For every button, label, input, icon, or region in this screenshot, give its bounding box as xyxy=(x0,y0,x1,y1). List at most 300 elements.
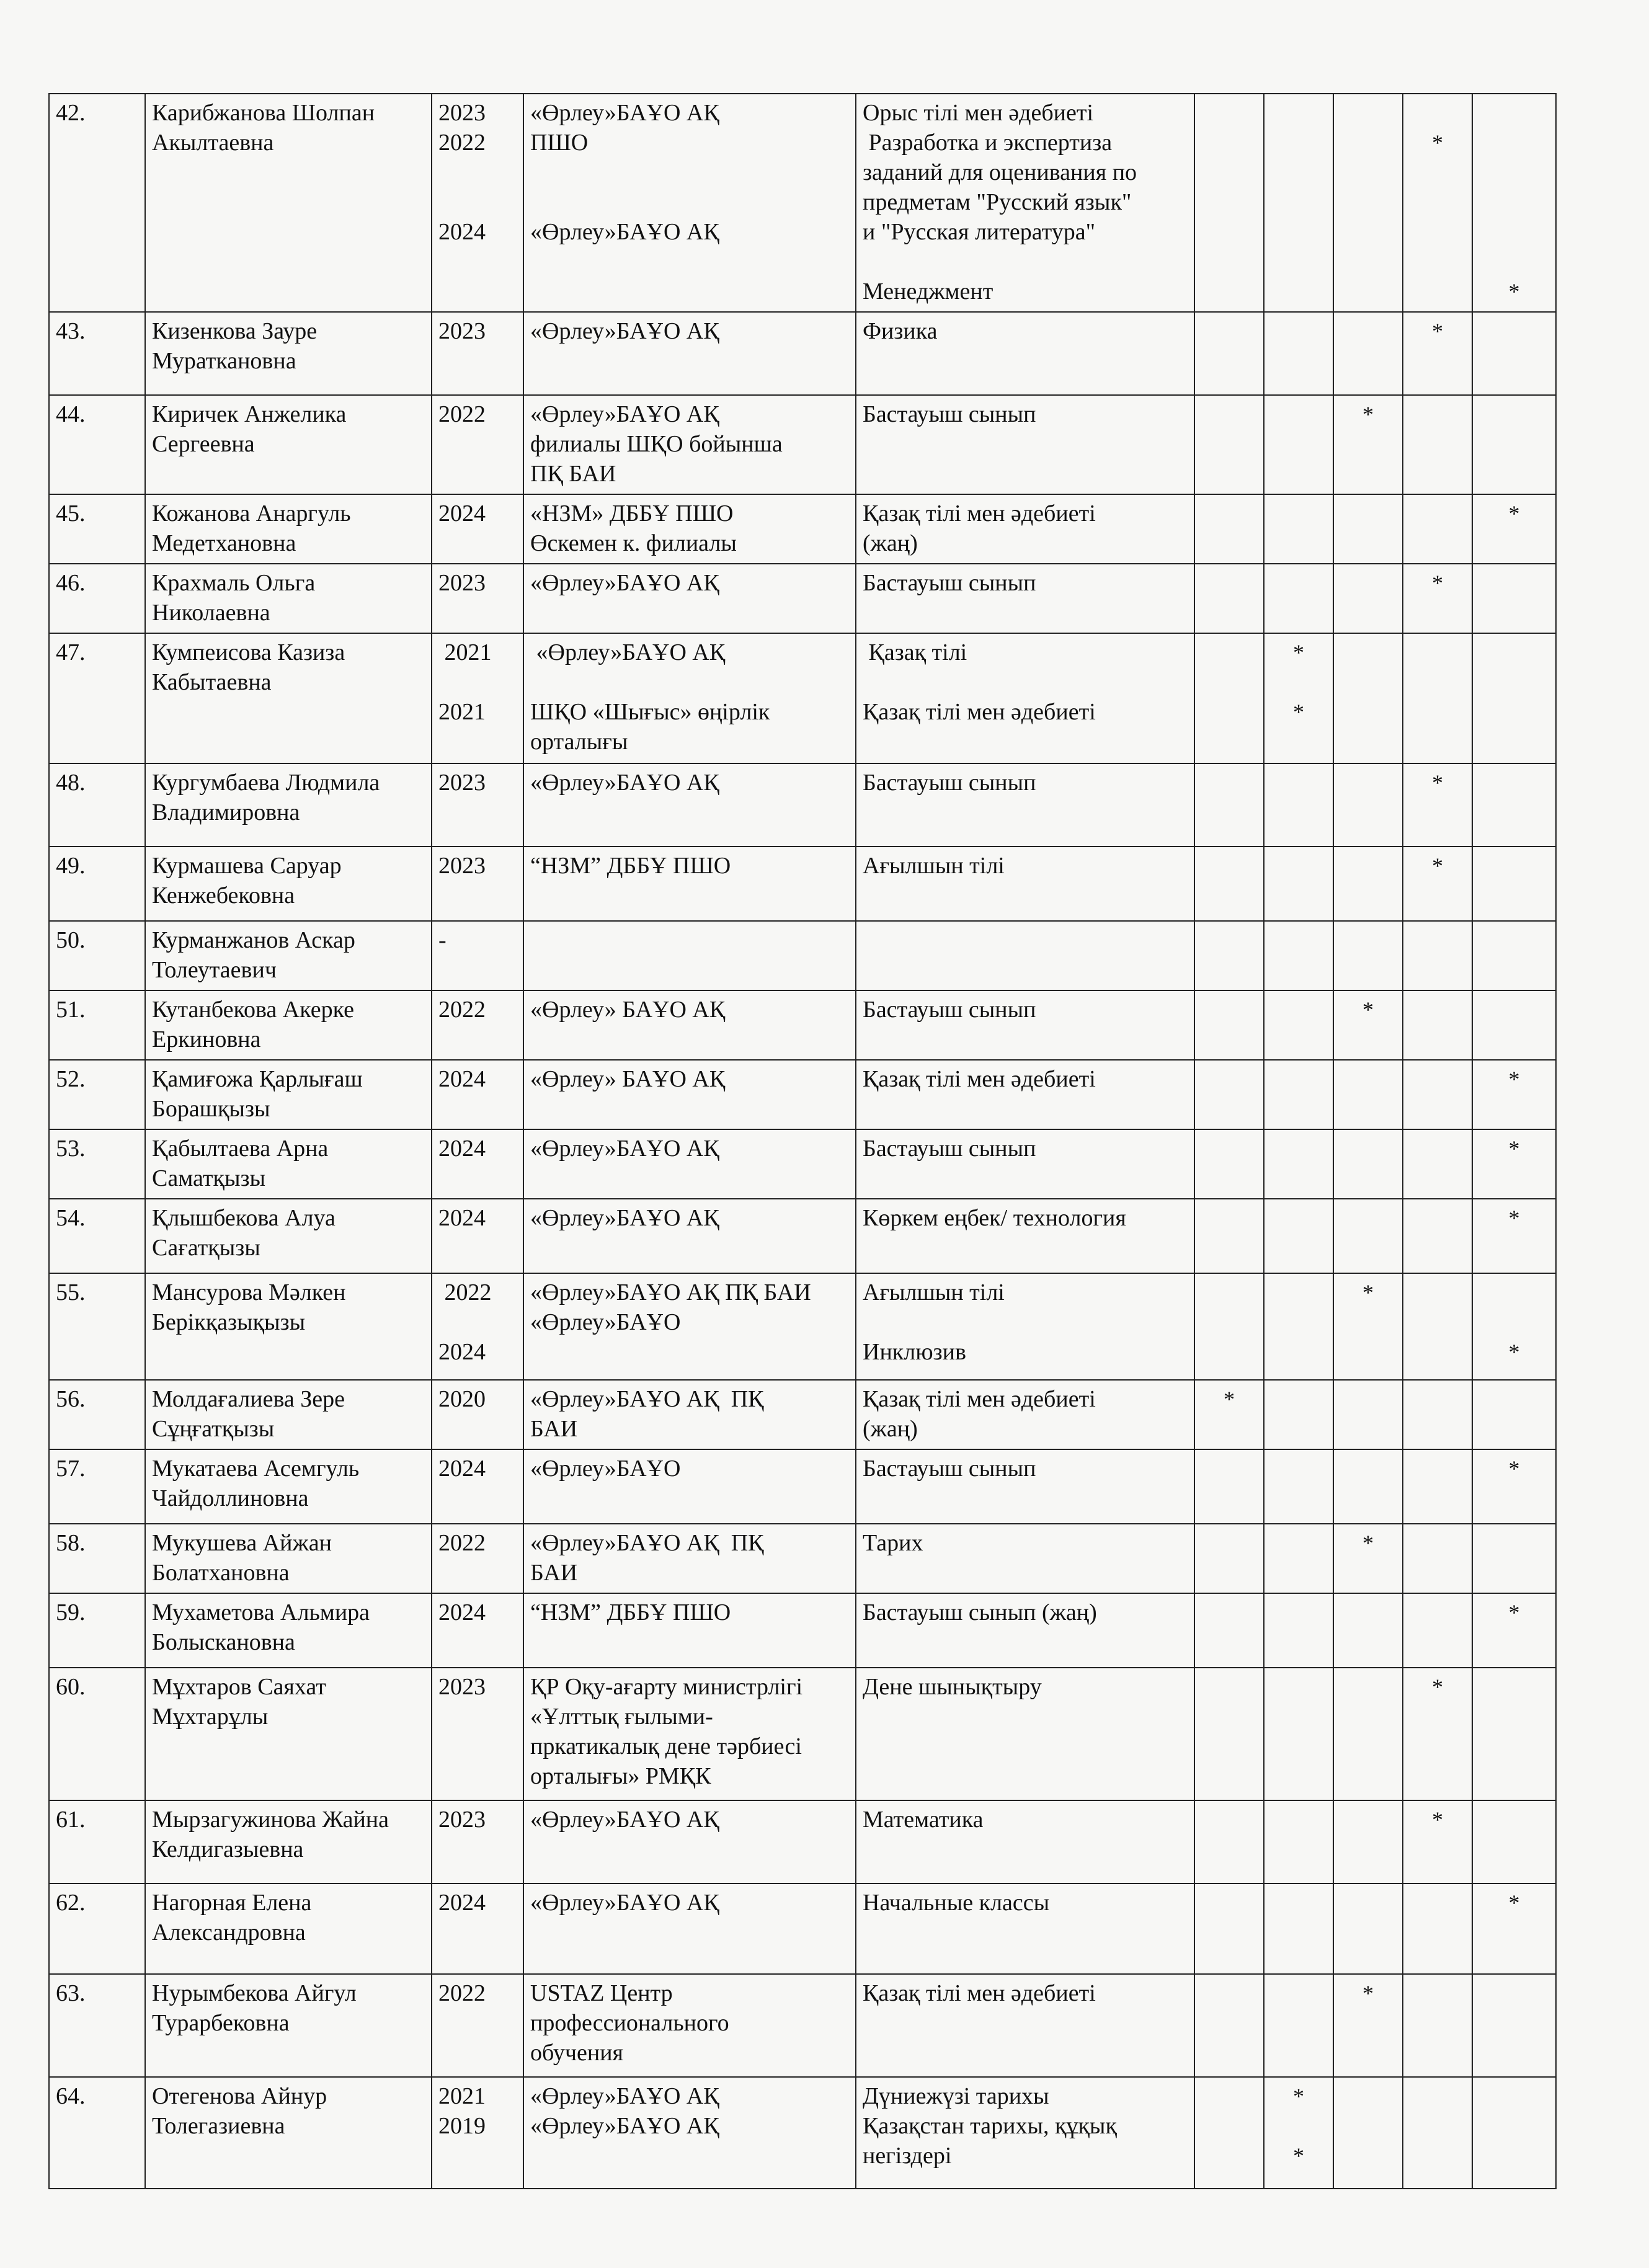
teacher-name: Мұхтарұлы xyxy=(152,1704,269,1730)
teacher-name: Мырзагужинова Жайна xyxy=(152,1807,389,1833)
course-year-cell xyxy=(432,1129,523,1199)
teacher-name: Еркиновна xyxy=(152,1026,261,1052)
organization-cell xyxy=(523,1060,856,1129)
course-subject-cell xyxy=(856,1060,1194,1129)
teacher-name-cell xyxy=(145,1883,432,1974)
year-mark-cell-c2023 xyxy=(1403,1974,1472,2077)
year-mark-cell-c2022 xyxy=(1333,1668,1403,1800)
year-mark-cell-c2024 xyxy=(1472,94,1556,312)
year-mark-cell-c2022 xyxy=(1333,1380,1403,1449)
teacher-name: Киричек Анжелика xyxy=(152,401,347,427)
course-year: 2024 xyxy=(438,1205,486,1231)
teacher-name-cell xyxy=(145,1668,432,1800)
course-subject-cell xyxy=(856,395,1194,494)
course-subject: Математика xyxy=(863,1807,984,1833)
teacher-name-cell xyxy=(145,921,432,990)
organization-name: «Өрлеу»БАҰО АҚ xyxy=(530,639,726,665)
year-mark-cell-c2023 xyxy=(1403,1199,1472,1273)
teacher-name: Сергеевна xyxy=(152,431,255,457)
year-mark-cell-c2024 xyxy=(1472,1380,1556,1449)
year-mark-cell-c2022 xyxy=(1333,763,1403,847)
course-subject: Қазақ тілі мен әдебиеті xyxy=(863,500,1096,527)
course-subject: Бастауыш сынып xyxy=(863,570,1036,596)
organization-cell xyxy=(523,312,856,395)
teacher-name: Қабылтаева Арна xyxy=(152,1136,329,1162)
row-number: 49. xyxy=(49,847,145,921)
year-mark-cell-c2023 xyxy=(1403,1380,1472,1449)
teacher-name-cell xyxy=(145,1524,432,1593)
organization-name: «Өрлеу» БАҰО АҚ xyxy=(530,1066,726,1092)
course-subject: Орыс тілі мен әдебиеті xyxy=(863,100,1094,126)
table-row xyxy=(49,1060,1556,1129)
course-subject-cell xyxy=(856,990,1194,1060)
year-mark-cell-c2020 xyxy=(1194,1593,1264,1668)
table-row xyxy=(49,633,1556,763)
row-number: 61. xyxy=(49,1800,145,1883)
course-subject-cell xyxy=(856,312,1194,395)
year-mark-cell-c2020 xyxy=(1194,2077,1264,2189)
row-number: 44. xyxy=(49,395,145,494)
year-mark-cell-c2020 xyxy=(1194,1380,1264,1449)
year-mark-cell-c2023 xyxy=(1403,1524,1472,1593)
course-year: 2022 xyxy=(438,1279,492,1305)
course-year: 2023 xyxy=(438,570,486,596)
year-mark-cell-c2022 xyxy=(1333,921,1403,990)
course-subject: Ағылшын тілі xyxy=(863,1279,1005,1305)
asterisk-mark: * xyxy=(1432,853,1443,878)
course-subject: Начальные классы xyxy=(863,1890,1050,1916)
year-mark-cell-c2020 xyxy=(1194,1668,1264,1800)
course-year-cell xyxy=(432,921,523,990)
teacher-name: Толеутаевич xyxy=(152,957,277,983)
organization-cell xyxy=(523,1593,856,1668)
year-mark-cell-c2022 xyxy=(1333,395,1403,494)
year-mark-cell-c2023 xyxy=(1403,990,1472,1060)
teacher-name: Кумпеисова Казиза xyxy=(152,639,345,665)
teacher-name-cell xyxy=(145,1129,432,1199)
organization-name: ПҚ БАИ xyxy=(530,461,616,487)
year-mark-cell-c2024 xyxy=(1472,494,1556,564)
year-mark-cell-c2021 xyxy=(1264,1380,1333,1449)
teacher-name-cell xyxy=(145,2077,432,2189)
course-subject: Разработка и экспертиза xyxy=(863,130,1113,156)
course-year: 2023 xyxy=(438,853,486,879)
course-year: 2024 xyxy=(438,219,486,245)
year-mark-cell-c2021 xyxy=(1264,921,1333,990)
course-subject: Бастауыш сынып xyxy=(863,770,1036,796)
teacher-name: Борашқызы xyxy=(152,1096,270,1122)
table-row xyxy=(49,1524,1556,1593)
table-row xyxy=(49,763,1556,847)
organization-name: «Ұлттық ғылыми- xyxy=(530,1704,713,1730)
asterisk-mark: * xyxy=(1508,1206,1520,1230)
course-year: 2020 xyxy=(438,1386,486,1412)
year-mark-cell-c2020 xyxy=(1194,1800,1264,1883)
year-mark-cell-c2022 xyxy=(1333,847,1403,921)
teacher-name: Мукатаева Асемгуль xyxy=(152,1456,360,1482)
year-mark-cell-c2024 xyxy=(1472,1199,1556,1273)
teacher-name: Кургумбаева Людмила xyxy=(152,770,380,796)
course-subject-cell xyxy=(856,1883,1194,1974)
year-mark-cell-c2022 xyxy=(1333,494,1403,564)
course-year-cell xyxy=(432,990,523,1060)
course-subject: заданий для оценивания по xyxy=(863,159,1137,185)
year-mark-cell-c2022 xyxy=(1333,2077,1403,2189)
table-row xyxy=(49,990,1556,1060)
course-subject: Бастауыш сынып (жаң) xyxy=(863,1599,1097,1625)
course-subject: Бастауыш сынып xyxy=(863,401,1036,427)
organization-cell xyxy=(523,921,856,990)
asterisk-mark: * xyxy=(1293,2084,1304,2109)
organization-name: орталығы xyxy=(530,729,628,755)
asterisk-mark: * xyxy=(1508,279,1520,304)
teacher-name-cell xyxy=(145,1273,432,1380)
row-number: 50. xyxy=(49,921,145,990)
teacher-name-cell xyxy=(145,1380,432,1449)
teacher-name: Владимировна xyxy=(152,799,300,825)
organization-name: «Өрлеу»БАҰО АҚ xyxy=(530,401,719,427)
row-number: 51. xyxy=(49,990,145,1060)
year-mark-cell-c2024 xyxy=(1472,1449,1556,1524)
year-mark-cell-c2023 xyxy=(1403,1668,1472,1800)
course-year: 2021 xyxy=(438,699,486,725)
teacher-name-cell xyxy=(145,1449,432,1524)
course-subject-cell xyxy=(856,1800,1194,1883)
table-row xyxy=(49,1883,1556,1974)
organization-cell xyxy=(523,1129,856,1199)
asterisk-mark: * xyxy=(1362,997,1374,1022)
year-mark-cell-c2021 xyxy=(1264,990,1333,1060)
teacher-name-cell xyxy=(145,990,432,1060)
year-mark-cell-c2022 xyxy=(1333,990,1403,1060)
course-subject-cell xyxy=(856,494,1194,564)
course-year: 2022 xyxy=(438,1530,486,1556)
course-year-cell xyxy=(432,564,523,633)
teacher-name: Толегазиевна xyxy=(152,2113,285,2139)
year-mark-cell-c2021 xyxy=(1264,2077,1333,2189)
table-row xyxy=(49,1199,1556,1273)
document-page xyxy=(48,93,1520,2189)
course-year: 2024 xyxy=(438,1136,486,1162)
teacher-name: Кизенкова Зауре xyxy=(152,318,318,344)
asterisk-mark: * xyxy=(1362,402,1374,427)
table-row xyxy=(49,921,1556,990)
teacher-name-cell xyxy=(145,1800,432,1883)
year-mark-cell-c2023 xyxy=(1403,1800,1472,1883)
course-year-cell xyxy=(432,1060,523,1129)
year-mark-cell-c2020 xyxy=(1194,1199,1264,1273)
course-year: 2023 xyxy=(438,100,486,126)
organization-name: «Өрлеу»БАҰО АҚ ПҚ xyxy=(530,1530,764,1556)
course-year: 2024 xyxy=(438,1890,486,1916)
year-mark-cell-c2021 xyxy=(1264,1060,1333,1129)
course-year: 2022 xyxy=(438,401,486,427)
year-mark-cell-c2023 xyxy=(1403,1060,1472,1129)
organization-name: USTAZ Центр xyxy=(530,1980,673,2006)
course-subject: Көркем еңбек/ технология xyxy=(863,1205,1126,1231)
table-row xyxy=(49,1974,1556,2077)
course-year: 2019 xyxy=(438,2113,486,2139)
course-subject-cell xyxy=(856,1524,1194,1593)
course-year-cell xyxy=(432,633,523,763)
course-subject: Қазақ тілі мен әдебиеті xyxy=(863,1386,1096,1412)
year-mark-cell-c2022 xyxy=(1333,94,1403,312)
table-row xyxy=(49,1800,1556,1883)
course-year: 2023 xyxy=(438,770,486,796)
course-subject: Қазақ тілі мен әдебиеті xyxy=(863,1066,1096,1092)
course-year-cell xyxy=(432,1380,523,1449)
asterisk-mark: * xyxy=(1508,1890,1520,1915)
asterisk-mark: * xyxy=(1508,1340,1520,1364)
course-year-cell xyxy=(432,1974,523,2077)
teacher-name: Акылтаевна xyxy=(152,130,274,156)
organization-cell xyxy=(523,564,856,633)
year-mark-cell-c2023 xyxy=(1403,2077,1472,2189)
year-mark-cell-c2023 xyxy=(1403,763,1472,847)
organization-cell xyxy=(523,395,856,494)
teacher-name: Чайдоллиновна xyxy=(152,1485,309,1511)
row-number: 64. xyxy=(49,2077,145,2189)
course-year-cell xyxy=(432,1273,523,1380)
organization-name: орталығы» РМҚК xyxy=(530,1763,711,1789)
course-year: 2024 xyxy=(438,1456,486,1482)
year-mark-cell-c2022 xyxy=(1333,1593,1403,1668)
course-year-cell xyxy=(432,847,523,921)
organization-name: «Өрлеу»БАҰО АҚ xyxy=(530,318,719,344)
year-mark-cell-c2024 xyxy=(1472,1668,1556,1800)
table-row xyxy=(49,94,1556,312)
teacher-name: Медетхановна xyxy=(152,530,296,556)
year-mark-cell-c2024 xyxy=(1472,1524,1556,1593)
organization-name: «Өрлеу»БАҰО АҚ ПҚ БАИ xyxy=(530,1279,811,1305)
organization-name: «Өрлеу»БАҰО АҚ xyxy=(530,570,719,596)
teacher-name: Нагорная Елена xyxy=(152,1890,312,1916)
course-subject-cell xyxy=(856,2077,1194,2189)
course-subject: Қазақ тілі мен әдебиеті xyxy=(863,699,1096,725)
organization-cell xyxy=(523,1668,856,1800)
teacher-name: Мансурова Мәлкен xyxy=(152,1279,346,1305)
teacher-name-cell xyxy=(145,1974,432,2077)
table-row xyxy=(49,1380,1556,1449)
row-number: 46. xyxy=(49,564,145,633)
year-mark-cell-c2020 xyxy=(1194,494,1264,564)
organization-name: «Өрлеу»БАҰО АҚ xyxy=(530,2113,719,2139)
table-row xyxy=(49,1449,1556,1524)
year-mark-cell-c2021 xyxy=(1264,1129,1333,1199)
year-mark-cell-c2024 xyxy=(1472,847,1556,921)
year-mark-cell-c2024 xyxy=(1472,1129,1556,1199)
table-row xyxy=(49,847,1556,921)
asterisk-mark: * xyxy=(1362,1280,1374,1305)
organization-name: обучения xyxy=(530,2040,624,2066)
row-number: 63. xyxy=(49,1974,145,2077)
year-mark-cell-c2021 xyxy=(1264,1524,1333,1593)
course-year: 2024 xyxy=(438,500,486,527)
teacher-name-cell xyxy=(145,633,432,763)
organization-name: филиалы ШҚО бойынша xyxy=(530,431,783,457)
organization-cell xyxy=(523,1800,856,1883)
year-mark-cell-c2023 xyxy=(1403,494,1472,564)
year-mark-cell-c2021 xyxy=(1264,1593,1333,1668)
course-year-cell xyxy=(432,494,523,564)
organization-cell xyxy=(523,1380,856,1449)
organization-name: «Өрлеу»БАҰО АҚ xyxy=(530,100,719,126)
year-mark-cell-c2023 xyxy=(1403,1883,1472,1974)
year-mark-cell-c2020 xyxy=(1194,847,1264,921)
teacher-name-cell xyxy=(145,1060,432,1129)
course-subject: предметам "Русский язык" xyxy=(863,189,1132,215)
course-year-cell xyxy=(432,312,523,395)
organization-name: «Өрлеу»БАҰО АҚ ПҚ xyxy=(530,1386,764,1412)
organization-name: «Өрлеу»БАҰО АҚ xyxy=(530,1890,719,1916)
year-mark-cell-c2024 xyxy=(1472,990,1556,1060)
asterisk-mark: * xyxy=(1362,1981,1374,2006)
year-mark-cell-c2021 xyxy=(1264,564,1333,633)
teacher-name: Молдағалиева Зере xyxy=(152,1386,345,1412)
course-subject: негіздері xyxy=(863,2143,952,2169)
organization-cell xyxy=(523,494,856,564)
row-number: 53. xyxy=(49,1129,145,1199)
course-year: 2024 xyxy=(438,1339,486,1365)
course-subject-cell xyxy=(856,1129,1194,1199)
teacher-name: Кожанова Анаргуль xyxy=(152,500,351,527)
year-mark-cell-c2024 xyxy=(1472,921,1556,990)
teacher-name: Кабытаевна xyxy=(152,669,272,695)
teacher-name: Мұхтаров Саяхат xyxy=(152,1674,326,1700)
course-subject-cell xyxy=(856,1974,1194,2077)
organization-name: “НЗМ” ДББҰ ПШО xyxy=(530,853,731,879)
teacher-name-cell xyxy=(145,847,432,921)
course-year: 2021 xyxy=(438,639,492,665)
year-mark-cell-c2024 xyxy=(1472,564,1556,633)
teacher-name-cell xyxy=(145,763,432,847)
course-subject: Бастауыш сынып xyxy=(863,997,1036,1023)
year-mark-cell-c2021 xyxy=(1264,1883,1333,1974)
year-mark-cell-c2022 xyxy=(1333,1060,1403,1129)
course-subject-cell xyxy=(856,1380,1194,1449)
asterisk-mark: * xyxy=(1432,1674,1443,1699)
year-mark-cell-c2020 xyxy=(1194,990,1264,1060)
year-mark-cell-c2023 xyxy=(1403,1129,1472,1199)
course-subject: Инклюзив xyxy=(863,1339,966,1365)
course-subject: Қазақстан тарихы, құқық xyxy=(863,2113,1117,2139)
asterisk-mark: * xyxy=(1508,1600,1520,1625)
row-number: 62. xyxy=(49,1883,145,1974)
asterisk-mark: * xyxy=(1432,130,1443,155)
course-year-cell xyxy=(432,1800,523,1883)
asterisk-mark: * xyxy=(1508,1456,1520,1481)
year-mark-cell-c2023 xyxy=(1403,564,1472,633)
year-mark-cell-c2022 xyxy=(1333,1199,1403,1273)
table-row xyxy=(49,1593,1556,1668)
organization-name: «Өрлеу»БАҰО АҚ xyxy=(530,1136,719,1162)
teacher-name: Саматқызы xyxy=(152,1165,266,1191)
course-subject-cell xyxy=(856,1273,1194,1380)
year-mark-cell-c2020 xyxy=(1194,564,1264,633)
year-mark-cell-c2021 xyxy=(1264,1974,1333,2077)
organization-cell xyxy=(523,633,856,763)
row-number: 60. xyxy=(49,1668,145,1800)
year-mark-cell-c2023 xyxy=(1403,94,1472,312)
course-year: 2022 xyxy=(438,1980,486,2006)
course-year: 2022 xyxy=(438,997,486,1023)
course-subject: Дүниежүзі тарихы xyxy=(863,2083,1049,2109)
teacher-name: Курмашева Саруар xyxy=(152,853,342,879)
year-mark-cell-c2022 xyxy=(1333,1524,1403,1593)
year-mark-cell-c2020 xyxy=(1194,1524,1264,1593)
course-year-cell xyxy=(432,1199,523,1273)
row-number: 48. xyxy=(49,763,145,847)
year-mark-cell-c2020 xyxy=(1194,395,1264,494)
course-year-cell xyxy=(432,1524,523,1593)
year-mark-cell-c2022 xyxy=(1333,1129,1403,1199)
course-subject-cell xyxy=(856,763,1194,847)
year-mark-cell-c2020 xyxy=(1194,763,1264,847)
organization-cell xyxy=(523,2077,856,2189)
teacher-name: Қлышбекова Алуа xyxy=(152,1205,336,1231)
year-mark-cell-c2020 xyxy=(1194,1060,1264,1129)
row-number: 43. xyxy=(49,312,145,395)
year-mark-cell-c2023 xyxy=(1403,921,1472,990)
teacher-name-cell xyxy=(145,1593,432,1668)
table-row xyxy=(49,2077,1556,2189)
organization-name: ҚР Оқу-ағарту министрлігі xyxy=(530,1674,803,1700)
organization-name: «Өрлеу»БАҰО АҚ xyxy=(530,770,719,796)
year-mark-cell-c2021 xyxy=(1264,1449,1333,1524)
organization-cell xyxy=(523,1273,856,1380)
course-year-cell xyxy=(432,1883,523,1974)
course-subject-cell xyxy=(856,564,1194,633)
year-mark-cell-c2023 xyxy=(1403,312,1472,395)
teacher-name: Александровна xyxy=(152,1919,306,1946)
year-mark-cell-c2022 xyxy=(1333,564,1403,633)
course-subject: Физика xyxy=(863,318,938,344)
year-mark-cell-c2023 xyxy=(1403,395,1472,494)
asterisk-mark: * xyxy=(1432,571,1443,595)
year-mark-cell-c2024 xyxy=(1472,1974,1556,2077)
organization-cell xyxy=(523,763,856,847)
organization-cell xyxy=(523,1524,856,1593)
year-mark-cell-c2021 xyxy=(1264,312,1333,395)
organization-cell xyxy=(523,1883,856,1974)
organization-name: «НЗМ» ДББҰ ПШО xyxy=(530,500,734,527)
course-subject-cell xyxy=(856,921,1194,990)
course-subject: Дене шынықтыру xyxy=(863,1674,1042,1700)
course-subject: Ағылшын тілі xyxy=(863,853,1005,879)
asterisk-mark: * xyxy=(1432,770,1443,795)
year-mark-cell-c2024 xyxy=(1472,1800,1556,1883)
row-number: 47. xyxy=(49,633,145,763)
organization-cell xyxy=(523,1199,856,1273)
row-number: 56. xyxy=(49,1380,145,1449)
year-mark-cell-c2020 xyxy=(1194,633,1264,763)
teacher-name: Болыскановна xyxy=(152,1629,295,1655)
year-mark-cell-c2021 xyxy=(1264,1668,1333,1800)
course-subject-cell xyxy=(856,847,1194,921)
year-mark-cell-c2023 xyxy=(1403,847,1472,921)
year-mark-cell-c2024 xyxy=(1472,2077,1556,2189)
course-year: 2023 xyxy=(438,318,486,344)
training-register-table xyxy=(48,93,1557,2189)
teacher-name-cell xyxy=(145,94,432,312)
year-mark-cell-c2024 xyxy=(1472,1593,1556,1668)
year-mark-cell-c2022 xyxy=(1333,1273,1403,1380)
organization-cell xyxy=(523,990,856,1060)
course-year-cell xyxy=(432,395,523,494)
year-mark-cell-c2024 xyxy=(1472,763,1556,847)
teacher-name: Берікқазықызы xyxy=(152,1309,306,1335)
teacher-name: Келдигазыевна xyxy=(152,1836,304,1862)
